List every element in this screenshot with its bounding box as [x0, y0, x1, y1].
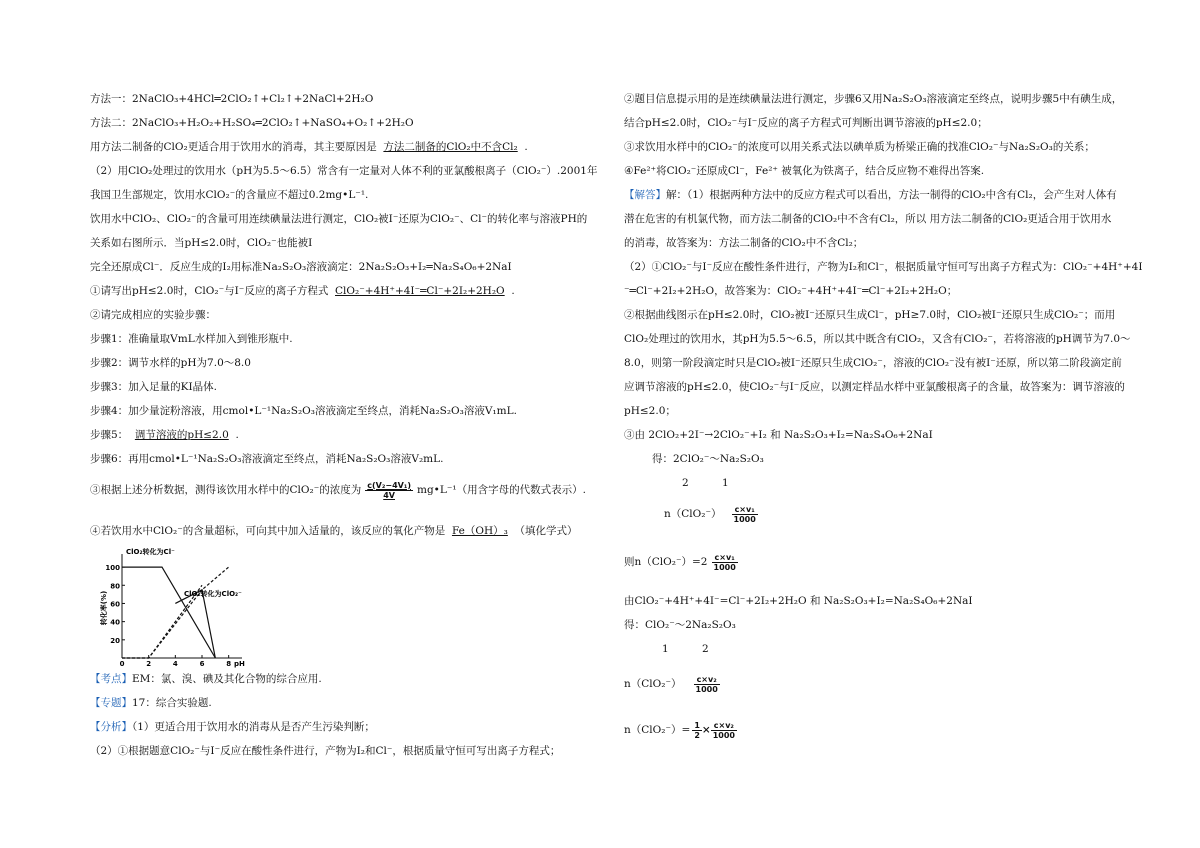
sub2-line: ②请完成相应的实验步骤：	[90, 309, 216, 321]
answer-line7: ClO₂处理过的饮用水，其pH为5.5～6.5，所以其中既含有ClO₂，又含有ClO₂⁻，若将溶液的pH调节为7.0～	[624, 333, 1131, 345]
step1: 步骤1：准确量取VmL水样加入到锥形瓶中.	[90, 333, 293, 345]
zhuanti-tag: 【专题】	[90, 697, 132, 709]
analysis-2-cont: 结合pH≤2.0时，ClO₂⁻与I⁻反应的离子方程式可判断出调节溶液的pH≤2.0；	[624, 117, 988, 129]
fraction-2-num: c×v₁	[712, 553, 738, 563]
series-label-b: ClO₂转化为ClO₂⁻	[184, 590, 242, 598]
kaodian-line	[90, 672, 322, 686]
sub4-text: ④若饮用水中ClO₂⁻的含量超标，可向其中加入适量的，该反应的氧化产物是	[90, 525, 446, 537]
step2: 步骤2：调节水样的pH为7.0～8.0	[90, 357, 251, 369]
series-line-1	[122, 567, 215, 658]
y-tick-label: 100	[105, 564, 120, 573]
sub4-line	[90, 524, 578, 538]
kaodian-tag: 【考点】	[90, 673, 132, 685]
answer-line3: 的消毒，故答案为：方法二制备的ClO₂中不含Cl₂；	[624, 237, 864, 249]
y-tick-label: 20	[110, 636, 120, 645]
x-tick-label: 8	[226, 660, 232, 668]
fraction-4	[711, 721, 737, 740]
sub1-answer: ClO₂⁻+4H⁺+4I⁻═Cl⁻+2I₂+2H₂O	[335, 285, 505, 297]
sub3-numerator: c(V₂−4V₁)	[367, 480, 411, 490]
fenxi-line1	[90, 720, 375, 734]
q1-line	[90, 140, 528, 154]
fenxi-tag: 【分析】	[90, 721, 132, 733]
x-tick-label: 6	[199, 660, 205, 668]
sub4-tail: （填化学式）	[514, 525, 578, 537]
calc-ratio2: 1 2	[662, 643, 709, 655]
fraction-2	[712, 553, 738, 572]
fraction-1-den: 1000	[733, 514, 756, 524]
answer-line5: ⁻═Cl⁻+2I₂+2H₂O，故答案为：ClO₂⁻+4H⁺+4I⁻═Cl⁻+2I₂+2H₂O；	[624, 285, 958, 297]
method-two: 方法二：2NaClO₃+H₂O₂+H₂SO₄═2ClO₂↑+NaSO₄+O₂↑+2H₂O	[90, 117, 414, 129]
fraction-1-num: c×v₁	[732, 505, 758, 515]
step6: 步骤6：再用cmol•L⁻¹Na₂S₂O₃溶液滴定至终点，消耗Na₂S₂O₃溶液V₂mL.	[90, 453, 444, 465]
sub3-tail: mg•L⁻¹（用含字母的代数式表示）.	[416, 484, 586, 496]
q1-answer: 方法二制备的ClO₂中不含Cl₂	[383, 141, 518, 153]
step5-label: 步骤5：	[90, 429, 129, 441]
fraction-4-num: c×v₂	[711, 721, 737, 731]
step5-end: .	[235, 429, 239, 441]
times-sign: ×	[701, 724, 711, 736]
sub1-line	[90, 284, 515, 298]
calc-n2	[624, 552, 738, 572]
analysis-4: ④Fe²⁺将ClO₂⁻还原成Cl⁻，Fe²⁺ 被氧化为铁离子，结合反应物不难得出答案.	[624, 165, 985, 177]
analysis-2: ②题目信息提示用的是连续碘量法进行测定，步骤6又用Na₂S₂O₃溶液滴定至终点，说明步骤5中有碘生成，	[624, 93, 1123, 105]
calc-n2-label: 则n（ClO₂⁻）=2	[624, 556, 708, 568]
y-axis-label: 转化率(%)	[100, 590, 108, 626]
zhuanti-text: 17：综合实验题.	[132, 697, 212, 709]
calc-n1-label: n（ClO₂⁻）	[664, 508, 722, 520]
sub3-line	[90, 480, 586, 500]
calc-n3-label: n（ClO₂⁻）	[624, 678, 682, 690]
calc-ratio1: 2 1	[682, 477, 729, 489]
answer-line9: 应调节溶液的pH≤2.0，使ClO₂⁻与I⁻反应，以测定样品水样中亚氯酸根离子的含量，故答案为：调节溶液的	[624, 381, 1125, 393]
para2-line1: （2）用ClO₂处理过的饮用水（pH为5.5～6.5）常含有一定量对人体不利的亚氯酸根离子（ClO₂⁻）.2001年	[90, 165, 598, 177]
analysis-3: ③求饮用水样中的ClO₂⁻的浓度可以用关系式法以碘单质为桥梁正确的找准ClO₂⁻与Na₂S₂O₃的关系；	[624, 141, 1095, 153]
step4: 步骤4：加少量淀粉溶液，用cmol•L⁻¹Na₂S₂O₃溶液滴定至终点，消耗Na₂S₂O₃溶液V₁mL.	[90, 405, 517, 417]
fraction-2-den: 1000	[713, 562, 736, 572]
q1-end: .	[524, 141, 528, 153]
fraction-1	[732, 505, 758, 524]
x-tick-label: 2	[146, 660, 152, 668]
series-label-a: ClO₂转化为Cl⁻	[126, 548, 175, 556]
fraction-4a-num: 1	[694, 720, 700, 730]
calc-n3	[624, 674, 720, 694]
answer-line6: ②根据曲线图示在pH≤2.0时，ClO₂被I⁻还原只生成Cl⁻，pH≥7.0时，ClO₂被I⁻还原只生成ClO₂⁻；而用	[624, 309, 1116, 321]
calc-line4: 得：ClO₂⁻～2Na₂S₂O₃	[624, 619, 736, 631]
fraction-4-den: 1000	[712, 730, 735, 740]
calc-line3: 由ClO₂⁻+4H⁺+4I⁻=Cl⁻+2I₂+2H₂O 和 Na₂S₂O₃+I₂=Na₂S₄O₆+2NaI	[624, 595, 973, 607]
step5-answer: 调节溶液的pH≤2.0	[134, 429, 229, 441]
chart-marks	[100, 548, 245, 668]
x-tick-label: 4	[172, 660, 178, 668]
fraction-3-den: 1000	[695, 684, 718, 694]
step5	[90, 428, 239, 442]
para3-line1: 饮用水中ClO₂、ClO₂⁻的含量可用连续碘量法进行测定，ClO₂被I⁻还原为ClO₂⁻、Cl⁻的转化率与溶液PH的	[90, 213, 588, 225]
answer-text1: 解：（1）根据两种方法中的反应方程式可以看出，方法一制得的ClO₂中含有Cl₂，会产生对人体有	[666, 189, 1117, 201]
sub3-answer-fraction	[365, 481, 413, 500]
x-tick-label: 0	[119, 660, 125, 668]
fraction-3	[694, 675, 720, 694]
calc-line1: ③由 2ClO₂+2I⁻→2ClO₂⁻+I₂ 和 Na₂S₂O₃+I₂=Na₂S₄O₆+2NaI	[624, 429, 933, 441]
fraction-3-num: c×v₂	[694, 675, 720, 685]
sub1-text: ①请写出pH≤2.0时，ClO₂⁻与I⁻反应的离子方程式	[90, 285, 329, 297]
fenxi-text1: （1）更适合用于饮用水的消毒从是否产生污染判断；	[132, 721, 375, 733]
calc-n4-label: n（ClO₂⁻）=	[624, 724, 691, 736]
x-axis-label: pH	[234, 660, 245, 668]
method-one: 方法一：2NaClO₃+4HCl═2ClO₂↑+Cl₂↑+2NaCl+2H₂O	[90, 93, 374, 105]
fenxi-line2: （2）①根据题意ClO₂⁻与I⁻反应在酸性条件进行，产物为I₂和Cl⁻，根据质量守恒可写出离子方程式；	[90, 745, 561, 757]
kaodian-text: EM：氯、溴、碘及其化合物的综合应用.	[132, 673, 322, 685]
sub1-end: .	[511, 285, 515, 297]
sub3-denominator: 4V	[383, 490, 395, 500]
y-tick-label: 80	[110, 582, 120, 591]
answer-line10: pH≤2.0；	[624, 405, 676, 417]
zhuanti-line	[90, 696, 212, 710]
q1-text: 用方法二制备的ClO₂更适合用于饮用水的消毒，其主要原因是	[90, 141, 377, 153]
sub3-text: ③根据上述分析数据，测得该饮用水样中的ClO₂⁻的浓度为	[90, 484, 362, 496]
fraction-4a	[692, 721, 702, 740]
calc-n4	[624, 720, 737, 740]
answer-line4: （2）①ClO₂⁻与I⁻反应在酸性条件进行，产物为I₂和Cl⁻，根据质量守恒可写出离子方程式为：ClO₂⁻+4H⁺+4I	[624, 261, 1143, 273]
calc-n1	[664, 504, 758, 524]
step3: 步骤3：加入足量的KI晶体.	[90, 381, 218, 393]
para2-line2: 我国卫生部规定，饮用水ClO₂⁻的含量应不超过0.2mg•L⁻¹.	[90, 189, 369, 201]
answer-line2: 潜在危害的有机氯代物，而方法二制备的ClO₂中不含有Cl₂，所以 用方法二制备的ClO₂更适合用于饮用水	[624, 213, 1112, 225]
answer-line8: 8.0，则第一阶段滴定时只是ClO₂被I⁻还原只生成ClO₂⁻，溶液的ClO₂⁻没有被I⁻还原，所以第二阶段滴定前	[624, 357, 1122, 369]
para3-line3: 完全还原成Cl⁻．反应生成的I₂用标准Na₂S₂O₃溶液滴定：2Na₂S₂O₃+I₂═Na₂S₄O₆+2NaI	[90, 261, 512, 273]
y-tick-label: 40	[110, 618, 120, 627]
conversion-chart	[100, 548, 250, 668]
y-tick-label: 60	[110, 600, 120, 609]
sub4-answer: Fe（OH）₃	[451, 525, 508, 537]
jieda-tag: 【解答】	[624, 189, 666, 201]
fraction-4a-den: 2	[694, 730, 700, 740]
calc-line2: 得：2ClO₂⁻～Na₂S₂O₃	[652, 453, 764, 465]
para3-line2: 关系如右图所示．当pH≤2.0时，ClO₂⁻也能被I	[90, 237, 313, 249]
answer-line1	[624, 188, 1117, 202]
